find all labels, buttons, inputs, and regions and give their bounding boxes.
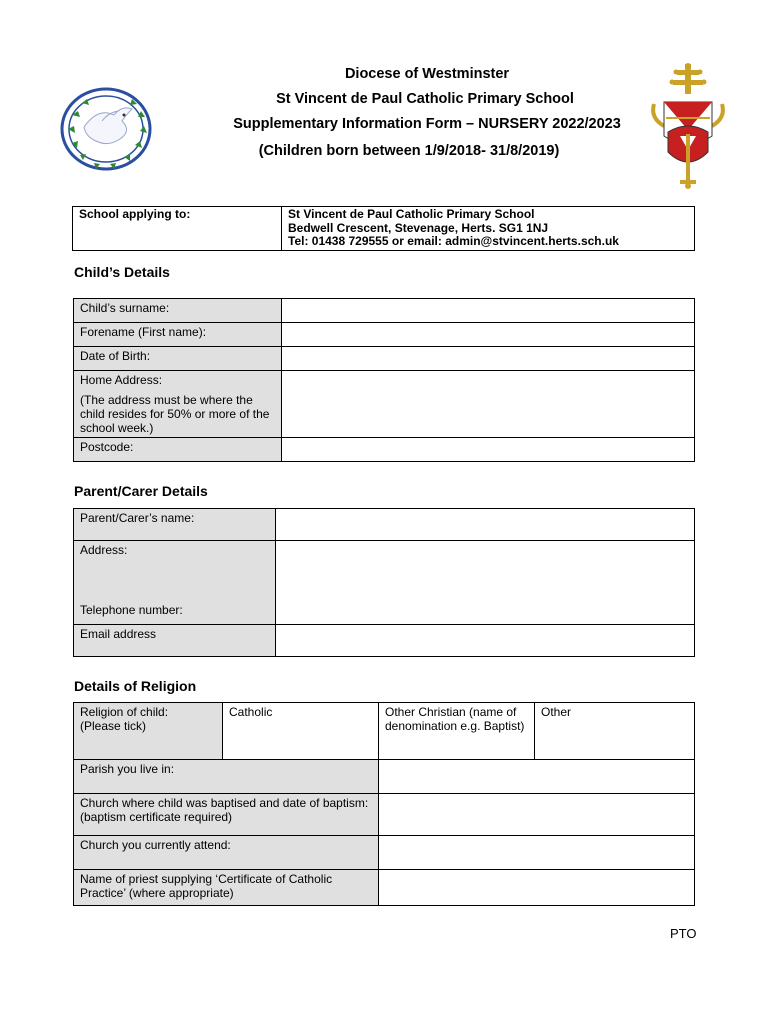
school-contact: Tel: 01438 729555 or email: admin@stvincent.herts.sch.uk bbox=[288, 234, 619, 248]
child-dob-label: Date of Birth: bbox=[74, 347, 282, 371]
school-address: Bedwell Crescent, Stevenage, Herts. SG1 1NJ bbox=[288, 220, 549, 235]
school-applying-details bbox=[282, 207, 695, 251]
parent-address-field[interactable] bbox=[276, 541, 695, 625]
religion-label bbox=[74, 703, 223, 760]
current-church-label: Church you currently attend: bbox=[74, 836, 379, 870]
diocese-title: Diocese of Westminster bbox=[344, 66, 510, 82]
parent-address-label bbox=[74, 541, 276, 625]
parent-details-table bbox=[73, 508, 695, 657]
religion-label-text: Religion of child: bbox=[80, 705, 169, 719]
parent-email-field[interactable] bbox=[276, 625, 695, 657]
pto-note: PTO bbox=[670, 926, 697, 941]
child-dob-field[interactable] bbox=[282, 347, 695, 371]
parent-address-text: Address: bbox=[80, 543, 128, 557]
child-surname-label: Child’s surname: bbox=[74, 299, 282, 323]
religion-details-table bbox=[73, 702, 695, 906]
priest-field[interactable] bbox=[379, 870, 695, 906]
baptism-label: Church where child was baptised and date of baptism: (baptism certificate required) bbox=[74, 794, 379, 836]
current-church-field[interactable] bbox=[379, 836, 695, 870]
child-details-heading: Child’s Details bbox=[74, 264, 170, 280]
child-surname-field[interactable] bbox=[282, 299, 695, 323]
school-applying-table bbox=[72, 206, 695, 251]
religion-details-heading: Details of Religion bbox=[74, 678, 197, 694]
parent-telephone-label: Telephone number: bbox=[80, 603, 183, 617]
parent-details-heading: Parent/Carer Details bbox=[74, 483, 208, 499]
child-address-field[interactable] bbox=[282, 371, 695, 438]
religion-other-christian-option[interactable]: Other Christian (name of denomination e.g. Baptist) bbox=[379, 703, 535, 760]
form-subtitle: (Children born between 1/9/2018- 31/8/2019) bbox=[258, 143, 560, 159]
child-address-label bbox=[74, 371, 282, 438]
home-address-label: Home Address: bbox=[80, 373, 163, 387]
parish-field[interactable] bbox=[379, 760, 695, 794]
religion-tick-note: (Please tick) bbox=[80, 719, 147, 733]
baptism-field[interactable] bbox=[379, 794, 695, 836]
religion-catholic-option[interactable]: Catholic bbox=[223, 703, 379, 760]
child-forename-field[interactable] bbox=[282, 323, 695, 347]
school-title: St Vincent de Paul Catholic Primary School bbox=[276, 91, 574, 107]
priest-label: Name of priest supplying ‘Certificate of Catholic Practice’ (where appropriate) bbox=[74, 870, 379, 906]
child-forename-label: Forename (First name): bbox=[74, 323, 282, 347]
form-title: Supplementary Information Form – NURSERY 2022/2023 bbox=[233, 116, 621, 132]
parish-label: Parish you live in: bbox=[74, 760, 379, 794]
religion-other-option[interactable]: Other bbox=[535, 703, 695, 760]
child-details-table bbox=[73, 298, 695, 462]
parent-name-field[interactable] bbox=[276, 509, 695, 541]
child-postcode-field[interactable] bbox=[282, 438, 695, 462]
parent-name-label: Parent/Carer’s name: bbox=[74, 509, 276, 541]
parent-email-label: Email address bbox=[74, 625, 276, 657]
school-name: St Vincent de Paul Catholic Primary School bbox=[288, 207, 535, 221]
child-postcode-label: Postcode: bbox=[74, 438, 282, 462]
home-address-note: (The address must be where the child resides for 50% or more of the school week.) bbox=[80, 393, 270, 435]
school-applying-label: School applying to: bbox=[73, 207, 282, 251]
